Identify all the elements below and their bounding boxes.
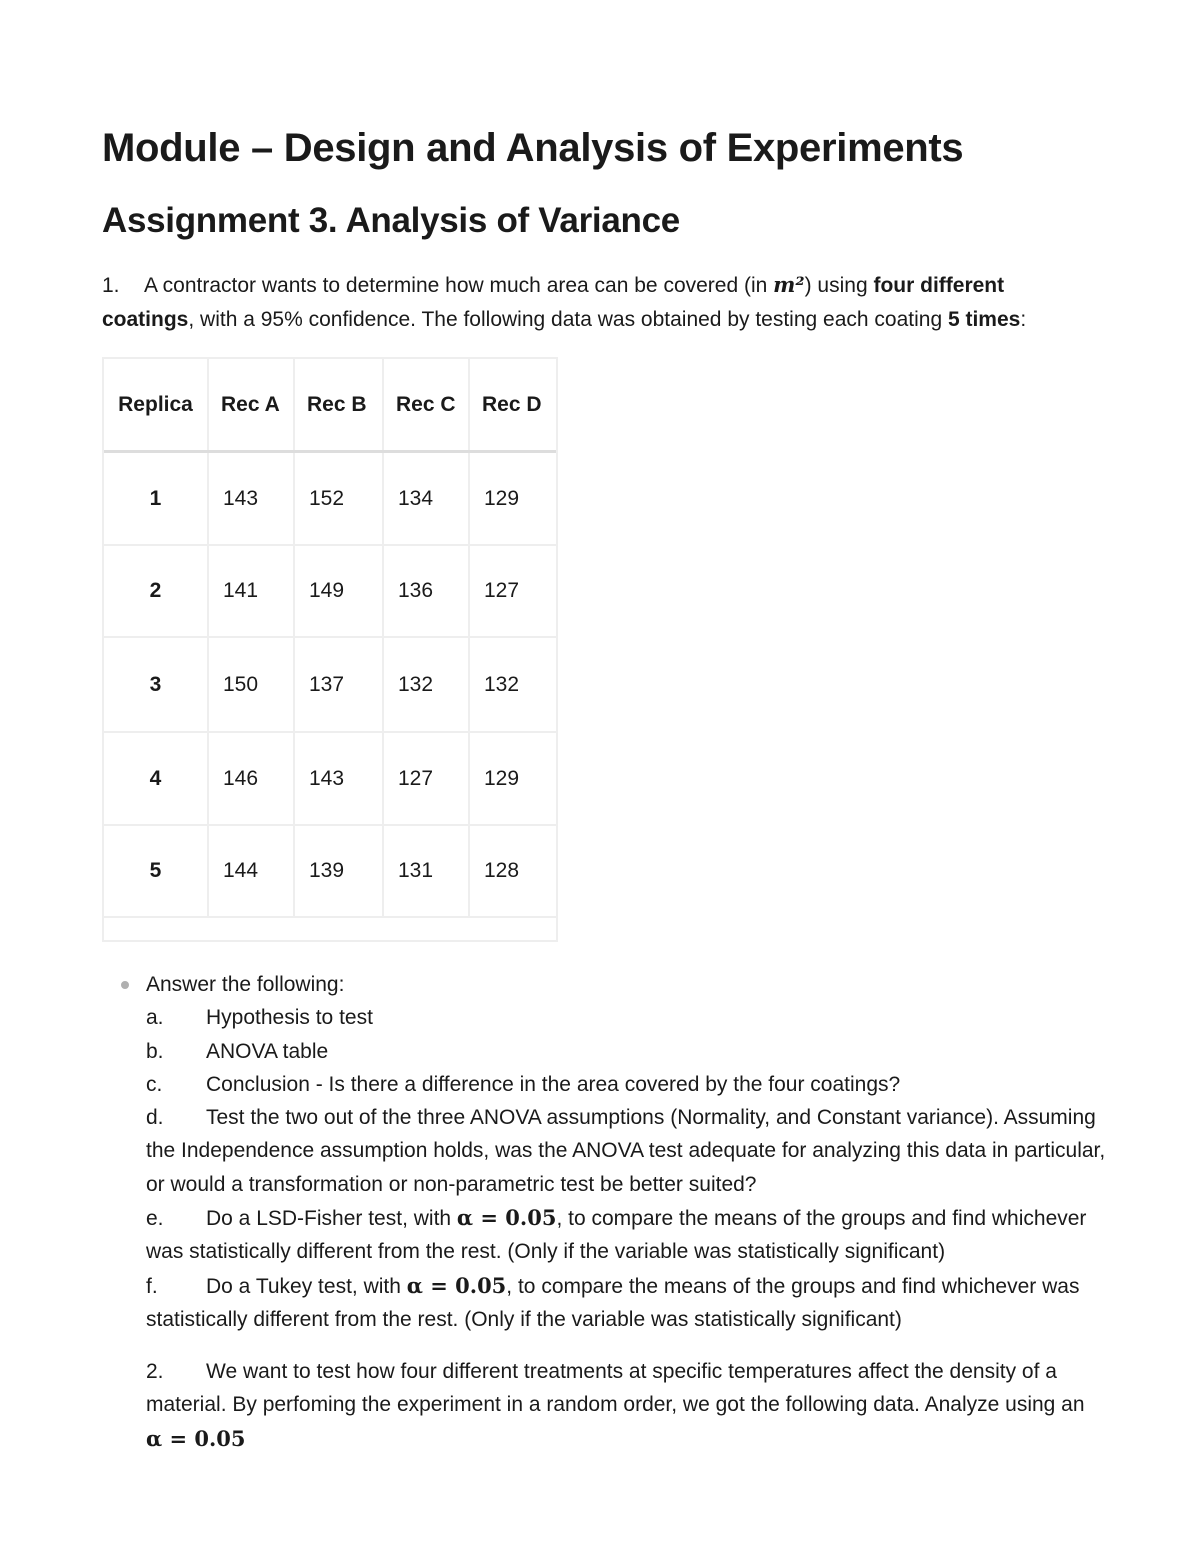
table-cell: 137 xyxy=(309,672,345,696)
answer-intro: Answer the following: xyxy=(146,973,345,996)
list-item xyxy=(146,1269,1106,1337)
table-cell: 141 xyxy=(223,579,259,602)
table-cell-replica: 3 xyxy=(149,672,162,696)
table-cell: 128 xyxy=(484,859,520,882)
question-1-number: 1. xyxy=(102,274,120,297)
table-cell: 139 xyxy=(309,859,345,882)
list-item-label: e. xyxy=(146,1207,164,1231)
question-1-bold-b: 5 times xyxy=(947,308,1021,331)
question-1 xyxy=(102,268,1102,337)
table-cell: 143 xyxy=(223,486,259,510)
table-cell-replica: 5 xyxy=(149,859,162,882)
list-item-text: Test the two out of the three ANOVA assumptions (Normality, and Constant variance). Assuming the Independence assumption holds, was the ANOVA test adequate for analyzing this data in particular, or would a transformation or non-parametric test be better suited? xyxy=(146,1106,1106,1196)
list-item-label: d. xyxy=(146,1106,164,1130)
table-cell: 150 xyxy=(223,672,259,696)
list-item-text: Do a Tukey test, with xyxy=(206,1274,407,1298)
answer-list xyxy=(146,968,1106,1336)
alpha-math: α = 0.05 xyxy=(456,1205,557,1231)
table-cell-replica: 1 xyxy=(149,486,162,510)
table-cell: 132 xyxy=(398,672,434,696)
question-2 xyxy=(146,1355,1106,1456)
question-1-text-a: A contractor wants to determine how much area can be covered (in xyxy=(144,274,774,297)
table-cell: 129 xyxy=(484,766,520,790)
question-1-text-d: : xyxy=(1020,308,1027,331)
list-item xyxy=(146,1068,1106,1101)
list-item-text: Conclusion - Is there a difference in the area covered by the four coatings? xyxy=(206,1072,901,1096)
table-cell: 127 xyxy=(484,579,520,602)
header-rec-d: Rec D xyxy=(482,392,542,416)
table-cell: 149 xyxy=(309,579,345,602)
header-rec-a: Rec A xyxy=(221,392,280,416)
list-item xyxy=(146,1001,1106,1034)
alpha-math: α = 0.05 xyxy=(406,1272,507,1298)
list-item-text: ANOVA table xyxy=(206,1039,329,1063)
bullet-icon xyxy=(121,981,129,989)
list-item-text: , to compare the means of the groups and find whichever was statistically different from the rest. (Only if the variable was statistically significant) xyxy=(146,1274,1080,1331)
question-1-text-b: ) using xyxy=(804,274,874,297)
question-2-text: We want to test how four different treatments at specific temperatures affect the density of a material. By perfoming the experiment in a random order, we got the following data. Analyze using an xyxy=(146,1360,1085,1417)
list-item-label: f. xyxy=(146,1274,158,1298)
data-table xyxy=(102,357,558,942)
table-cell: 127 xyxy=(398,766,434,790)
header-rec-c: Rec C xyxy=(396,392,456,416)
header-replica: Replica xyxy=(118,392,193,416)
unit-math: m² xyxy=(773,272,805,297)
table-cell: 152 xyxy=(309,486,345,510)
table-cell: 132 xyxy=(484,672,520,696)
question-1-text-c: , with a 95% confidence. The following data was obtained by testing each coating xyxy=(188,308,948,331)
table-cell: 136 xyxy=(398,579,434,602)
list-item-label: c. xyxy=(146,1072,163,1096)
table-cell: 144 xyxy=(223,859,259,882)
list-item-text: , to compare the means of the groups and find whichever was statistically different from the rest. (Only if the variable was statistically significant) xyxy=(146,1207,1087,1264)
list-item xyxy=(146,1201,1106,1269)
table-cell-replica: 4 xyxy=(149,766,162,790)
alpha-math: α = 0.05 xyxy=(146,1425,246,1451)
list-item xyxy=(146,1035,1106,1068)
table-cell-replica: 2 xyxy=(149,579,162,602)
assignment-subtitle: Assignment 3. Analysis of Variance xyxy=(102,201,680,240)
table-cell: 143 xyxy=(309,766,345,790)
table-cell: 146 xyxy=(223,766,259,790)
page-title: Module – Design and Analysis of Experiments xyxy=(102,126,964,170)
table-cell: 134 xyxy=(398,486,434,510)
list-item-label: b. xyxy=(146,1039,164,1063)
question-2-number: 2. xyxy=(146,1360,164,1383)
list-item xyxy=(146,1101,1106,1201)
header-rec-b: Rec B xyxy=(307,392,367,416)
question-1-bold-a: four different coatings xyxy=(102,274,1005,331)
table-cell: 131 xyxy=(398,859,434,882)
list-item-text: Do a LSD-Fisher test, with xyxy=(206,1207,457,1231)
list-item-label: a. xyxy=(146,1006,164,1030)
table-cell: 129 xyxy=(484,486,520,510)
list-item-text: Hypothesis to test xyxy=(206,1006,373,1030)
